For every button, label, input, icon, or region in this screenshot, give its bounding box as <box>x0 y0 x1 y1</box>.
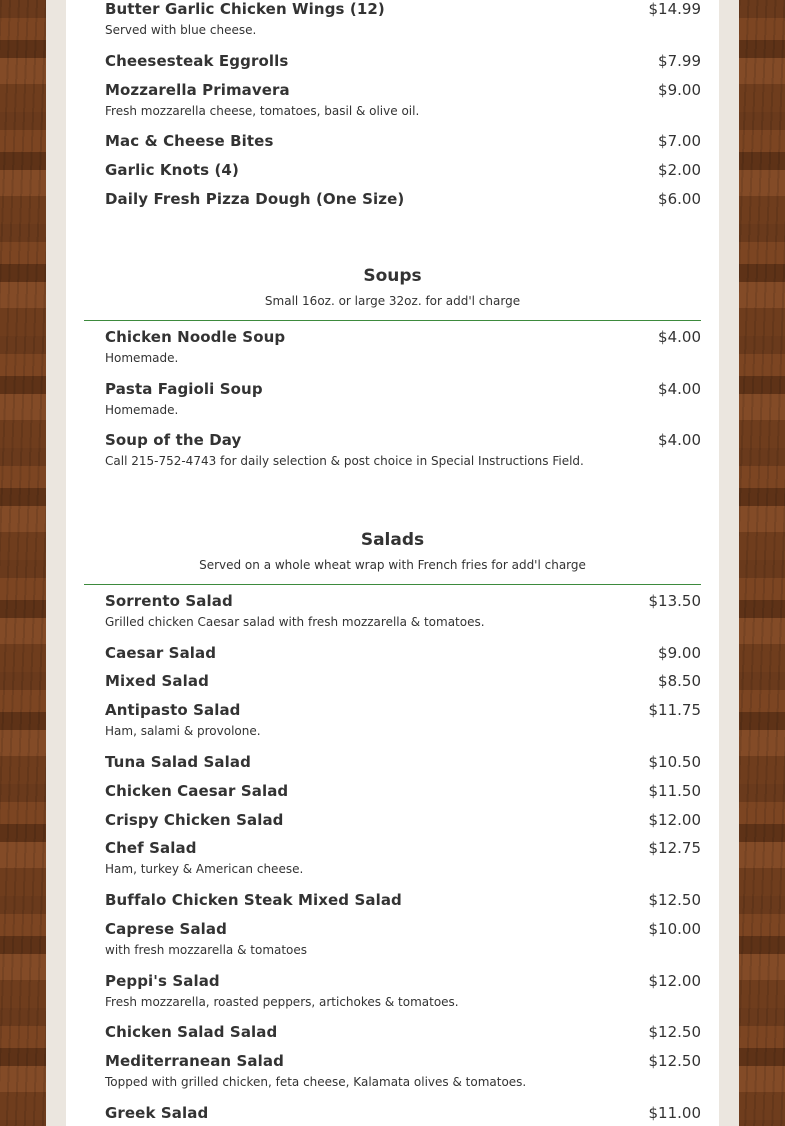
item-description: with fresh mozzarella & tomatoes <box>105 943 308 957</box>
item-price: $12.50 <box>648 891 701 909</box>
item-name: Peppi's Salad <box>105 972 220 990</box>
item-name: Crispy Chicken Salad <box>105 811 284 829</box>
item-name: Caesar Salad <box>105 644 217 662</box>
item-price: $12.00 <box>648 972 701 990</box>
item-price: $7.99 <box>658 52 701 70</box>
menu-item[interactable] <box>105 380 701 417</box>
item-name: Sorrento Salad <box>105 592 233 610</box>
category-title-soups: Soups <box>363 266 422 286</box>
item-price: $8.50 <box>658 672 701 690</box>
item-description: Grilled chicken Caesar salad with fresh mozzarella & tomatoes. <box>105 615 485 629</box>
menu-item[interactable] <box>105 920 701 957</box>
menu-item[interactable] <box>105 1104 701 1122</box>
menu-item[interactable] <box>105 839 701 876</box>
item-name: Buffalo Chicken Steak Mixed Salad <box>105 891 402 909</box>
menu-item[interactable] <box>105 161 701 179</box>
menu-item[interactable] <box>105 644 701 662</box>
item-price: $2.00 <box>658 161 701 179</box>
item-name: Mozzarella Primavera <box>105 81 290 99</box>
item-description: Topped with grilled chicken, feta cheese, Kalamata olives & tomatoes. <box>105 1075 527 1089</box>
item-name: Chicken Caesar Salad <box>105 782 289 800</box>
item-name: Chef Salad <box>105 839 197 857</box>
item-price: $13.50 <box>648 592 701 610</box>
menu-item[interactable] <box>105 753 701 771</box>
item-price: $9.00 <box>658 81 701 99</box>
item-price: $7.00 <box>658 132 701 150</box>
menu-item[interactable] <box>105 0 701 37</box>
item-name: Chicken Noodle Soup <box>105 328 286 346</box>
item-price: $6.00 <box>658 190 701 208</box>
item-price: $4.00 <box>658 431 701 449</box>
item-price: $10.50 <box>648 753 701 771</box>
item-price: $14.99 <box>648 0 701 18</box>
item-name: Chicken Salad Salad <box>105 1023 278 1041</box>
item-name: Caprese Salad <box>105 920 227 938</box>
category-divider <box>84 584 701 585</box>
item-price: $12.50 <box>648 1023 701 1041</box>
menu-item[interactable] <box>105 431 701 468</box>
item-name: Daily Fresh Pizza Dough (One Size) <box>105 190 405 208</box>
item-name: Mac & Cheese Bites <box>105 132 274 150</box>
category-divider <box>84 320 701 321</box>
item-description: Ham, turkey & American cheese. <box>105 862 304 876</box>
menu-item[interactable] <box>105 132 701 150</box>
menu-item[interactable] <box>105 52 701 70</box>
menu-item[interactable] <box>105 672 701 690</box>
item-price: $11.50 <box>648 782 701 800</box>
category-subtitle-salads: Served on a whole wheat wrap with French fries for add'l charge <box>199 558 586 572</box>
item-price: $4.00 <box>658 328 701 346</box>
item-description: Call 215-752-4743 for daily selection & post choice in Special Instructions Field. <box>105 454 584 468</box>
menu-item[interactable] <box>105 972 701 1009</box>
item-name: Butter Garlic Chicken Wings (12) <box>105 0 385 18</box>
item-price: $4.00 <box>658 380 701 398</box>
item-name: Antipasto Salad <box>105 701 241 719</box>
menu-item[interactable] <box>105 891 701 909</box>
item-price: $12.50 <box>648 1052 701 1070</box>
menu-item[interactable] <box>105 592 701 629</box>
menu-item[interactable] <box>105 190 701 208</box>
item-name: Mixed Salad <box>105 672 209 690</box>
menu-item[interactable] <box>105 81 701 118</box>
item-price: $10.00 <box>648 920 701 938</box>
item-description: Fresh mozzarella, roasted peppers, artichokes & tomatoes. <box>105 995 459 1009</box>
item-description: Fresh mozzarella cheese, tomatoes, basil & olive oil. <box>105 104 420 118</box>
item-description: Homemade. <box>105 351 179 365</box>
item-price: $11.00 <box>648 1104 701 1122</box>
menu-item[interactable] <box>105 701 701 738</box>
item-name: Pasta Fagioli Soup <box>105 380 263 398</box>
item-description: Ham, salami & provolone. <box>105 724 261 738</box>
menu-item[interactable] <box>105 782 701 800</box>
menu-item[interactable] <box>105 328 701 365</box>
category-title-salads: Salads <box>360 530 425 550</box>
item-price: $12.00 <box>648 811 701 829</box>
item-name: Tuna Salad Salad <box>105 753 251 771</box>
item-name: Garlic Knots (4) <box>105 161 239 179</box>
item-price: $11.75 <box>648 701 701 719</box>
item-description: Served with blue cheese. <box>105 23 257 37</box>
menu-item[interactable] <box>105 811 701 829</box>
item-name: Cheesesteak Eggrolls <box>105 52 289 70</box>
menu-item[interactable] <box>105 1052 701 1089</box>
category-subtitle-soups: Small 16oz. or large 32oz. for add'l charge <box>264 294 521 308</box>
item-name: Mediterranean Salad <box>105 1052 284 1070</box>
item-name: Soup of the Day <box>105 431 242 449</box>
menu-item[interactable] <box>105 1023 701 1041</box>
item-description: Homemade. <box>105 403 179 417</box>
item-name: Greek Salad <box>105 1104 209 1122</box>
item-price: $12.75 <box>648 839 701 857</box>
item-price: $9.00 <box>658 644 701 662</box>
